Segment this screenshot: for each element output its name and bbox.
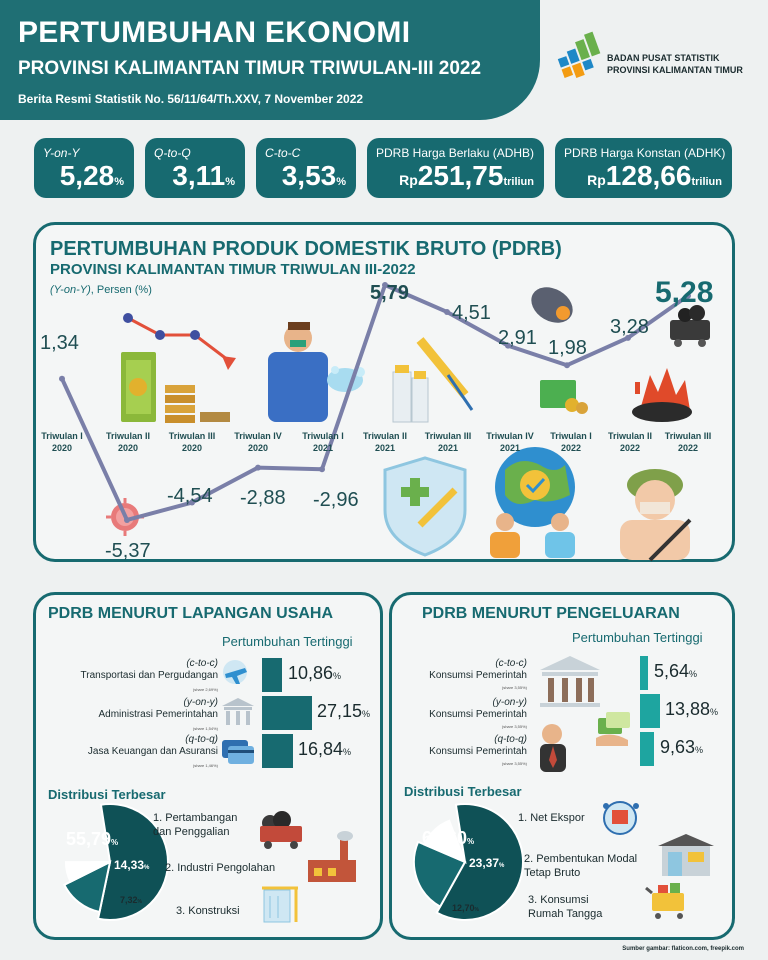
- x-label-1-q: Triwulan I: [41, 431, 83, 441]
- x-label-2-q: Triwulan II: [105, 431, 150, 441]
- kpi-adhk-unit: triliun: [691, 176, 722, 188]
- x-label-3-q: Triwulan III: [168, 431, 216, 441]
- pengeluaran-pie-val-3: 12,70%: [452, 903, 479, 913]
- lapangan-pie-label-2: 2. Industri Pengolahan: [165, 862, 276, 874]
- x-label-5-q: Triwulan I: [302, 431, 344, 441]
- lapangan-val-1-unit: %: [333, 671, 342, 681]
- pengeluaran-pie-val-1: 60,60%: [422, 828, 475, 848]
- pengeluaran-row-2-name: Konsumsi Pemerintah: [429, 709, 527, 720]
- pengeluaran-row-1-tag: (c-to-c): [495, 658, 527, 669]
- lapangan-distribusi: Distribusi Terbesar: [48, 787, 166, 802]
- x-label-11-y: 2022: [677, 443, 699, 453]
- kpi-qtq-number: 3,11: [172, 160, 226, 191]
- data-label-5: -2,96: [313, 489, 359, 511]
- pengeluaran-row-2-tag: (y-on-y): [492, 697, 527, 708]
- pengeluaran-row-1-share: (share 3,55%): [501, 685, 527, 690]
- pengeluaran-tertinggi: Pertumbuhan Tertinggi: [572, 630, 703, 645]
- x-label-4-y: 2020: [247, 443, 269, 453]
- pengeluaran-val-3-unit: %: [695, 745, 704, 755]
- page-title: PERTUMBUHAN EKONOMI: [18, 16, 411, 49]
- pengeluaran-row-3-share: (share 3,55%): [501, 761, 527, 766]
- pengeluaran-val-2-num: 13,88: [665, 699, 711, 719]
- x-label-9-y: 2022: [560, 443, 582, 453]
- data-label-6: 5,79: [370, 282, 409, 304]
- pengeluaran-pie-val-3-num: 12,70: [452, 903, 475, 913]
- kpi-adhb-unit: triliun: [503, 176, 534, 188]
- globe-export-icon: [603, 802, 639, 834]
- x-label-9-q: Triwulan I: [550, 431, 592, 441]
- lapangan-row-3-tag: (q-to-q): [185, 734, 218, 745]
- page-subtitle: PROVINSI KALIMANTAN TIMUR TRIWULAN-III 2022: [18, 58, 482, 79]
- lapangan-row-3-share: (share 1,46%): [192, 763, 218, 768]
- pengeluaran-pie-label-1: 1. Net Ekspor: [518, 812, 585, 824]
- x-label-8-y: 2021: [499, 443, 521, 453]
- x-label-4-q: Triwulan IV: [234, 431, 282, 441]
- chart-title: PERTUMBUHAN PRODUK DOMESTIK BRUTO (PDRB): [50, 238, 562, 260]
- kpi-qtq-label: Q-to-Q: [154, 146, 191, 160]
- kpi-adhb-label: PDRB Harga Berlaku (ADHB): [376, 146, 535, 160]
- x-label-6-q: Triwulan II: [362, 431, 407, 441]
- x-label-10-q: Triwulan II: [607, 431, 652, 441]
- x-label-1-y: 2020: [51, 443, 73, 453]
- pengeluaran-row-3-tag: (q-to-q): [494, 734, 527, 745]
- x-label-3-y: 2020: [181, 443, 203, 453]
- chart-unit-rest: , Persen (%): [90, 284, 152, 296]
- lapangan-val-3-num: 16,84: [298, 739, 344, 759]
- x-label-11-q: Triwulan III: [664, 431, 712, 441]
- lapangan-tertinggi: Pertumbuhan Tertinggi: [222, 634, 353, 649]
- kpi-ctc-unit: %: [336, 176, 346, 188]
- lapangan-val-1-num: 10,86: [288, 663, 334, 683]
- x-label-2-y: 2020: [117, 443, 139, 453]
- pengeluaran-row-3-name: Konsumsi Pemerintah: [429, 746, 527, 757]
- pengeluaran-pie-val-2: 23,37%: [469, 856, 505, 870]
- pengeluaran-val-1-num: 5,64: [654, 661, 690, 681]
- lapangan-pie-val-1: 55,79%: [66, 829, 119, 849]
- lapangan-row-1-tag: (c-to-c): [186, 658, 218, 669]
- pengeluaran-val-3-num: 9,63: [660, 737, 696, 757]
- pengeluaran-pie-label-2: 2. Pembentukan Modal Tetap Bruto: [524, 853, 638, 879]
- lapangan-pie-label-1: 1. Pertambangan dan Penggalian: [153, 812, 238, 838]
- lapangan-row-1-share: (share 2,69%): [192, 687, 218, 692]
- x-label-5-y: 2021: [312, 443, 334, 453]
- chart-subtitle: PROVINSI KALIMANTAN TIMUR TRIWULAN III-2022: [50, 261, 416, 278]
- lapangan-row-2-name: Administrasi Pemerintahan: [98, 709, 218, 720]
- x-label-10-y: 2022: [619, 443, 641, 453]
- pengeluaran-row-1-name: Konsumsi Pemerintah: [429, 670, 527, 681]
- data-label-1: 1,34: [40, 332, 79, 354]
- data-label-11: 5,28: [655, 276, 714, 309]
- lapangan-row-1-name: Transportasi dan Pergudangan: [80, 670, 218, 681]
- lapangan-pie-label-3: 3. Konstruksi: [176, 905, 240, 917]
- lapangan-title: PDRB MENURUT LAPANGAN USAHA: [48, 605, 334, 622]
- pengeluaran-distribusi: Distribusi Terbesar: [404, 784, 522, 799]
- x-label-6-y: 2021: [374, 443, 396, 453]
- berita-reference: Berita Resmi Statistik No. 56/11/64/Th.XXV, 7 November 2022: [18, 92, 364, 106]
- lapangan-pie-val-3-num: 7,32: [120, 895, 138, 905]
- data-label-8: 2,91: [498, 327, 537, 349]
- kpi-adhb-number: 251,75: [417, 160, 504, 191]
- data-label-4: -2,88: [240, 487, 286, 509]
- pengeluaran-pie-label-3: 3. Konsumsi Rumah Tangga: [528, 894, 603, 920]
- kpi-yoy-number: 5,28: [59, 160, 115, 191]
- data-label-10: 3,28: [610, 316, 649, 338]
- kpi-ctc-number: 3,53: [281, 160, 337, 191]
- pengeluaran-pie-val-1-num: 60,60: [422, 828, 468, 848]
- data-label-3: -4,54: [167, 485, 213, 507]
- lapangan-val-2-num: 27,15: [317, 701, 363, 721]
- warehouse-icon: [658, 834, 714, 876]
- x-label-8-q: Triwulan IV: [486, 431, 534, 441]
- lapangan-pie-val-1-num: 55,79: [66, 829, 112, 849]
- footer-source: Sumber gambar: flaticon.com, freepik.com: [622, 946, 744, 952]
- lapangan-row-2-tag: (y-on-y): [183, 697, 218, 708]
- pengeluaran-val-1-unit: %: [689, 669, 698, 679]
- pengeluaran-pie-val-2-num: 23,37: [469, 856, 500, 870]
- lapangan-row-3-name: Jasa Keuangan dan Asuransi: [87, 746, 218, 757]
- chart-unit-italic: (Y-on-Y): [50, 284, 91, 296]
- x-label-7-q: Triwulan III: [424, 431, 472, 441]
- kpi-adhb-prefix: Rp: [399, 172, 418, 188]
- lapangan-pie-val-2-num: 14,33: [114, 858, 145, 872]
- kpi-yoy-unit: %: [114, 176, 124, 188]
- kpi-adhk-prefix: Rp: [587, 172, 606, 188]
- pengeluaran-val-2-unit: %: [710, 707, 719, 717]
- logo-line-2: PROVINSI KALIMANTAN TIMUR: [607, 65, 743, 75]
- kpi-adhk-label: PDRB Harga Konstan (ADHK): [564, 146, 726, 160]
- shopping-cart-icon: [646, 883, 684, 919]
- data-label-7: 4,51: [452, 302, 491, 324]
- kpi-qtq-unit: %: [225, 176, 235, 188]
- logo-line-1: BADAN PUSAT STATISTIK: [607, 53, 720, 63]
- lapangan-val-2-unit: %: [362, 709, 371, 719]
- data-label-9: 1,98: [548, 337, 587, 359]
- kpi-yoy-label: Y-on-Y: [43, 146, 80, 160]
- kpi-ctc-label: C-to-C: [265, 146, 301, 160]
- data-label-2: -5,37: [105, 540, 151, 562]
- lapangan-pie-val-3: 7,32%: [120, 895, 142, 905]
- kpi-adhk-number: 128,66: [605, 160, 692, 191]
- x-label-7-y: 2021: [437, 443, 459, 453]
- pengeluaran-title: PDRB MENURUT PENGELUARAN: [422, 605, 680, 622]
- pengeluaran-row-2-share: (share 3,55%): [501, 724, 527, 729]
- lapangan-val-3-unit: %: [343, 747, 352, 757]
- lapangan-pie-val-2: 14,33%: [114, 858, 150, 872]
- lapangan-row-2-share: (share 1,54%): [192, 726, 218, 731]
